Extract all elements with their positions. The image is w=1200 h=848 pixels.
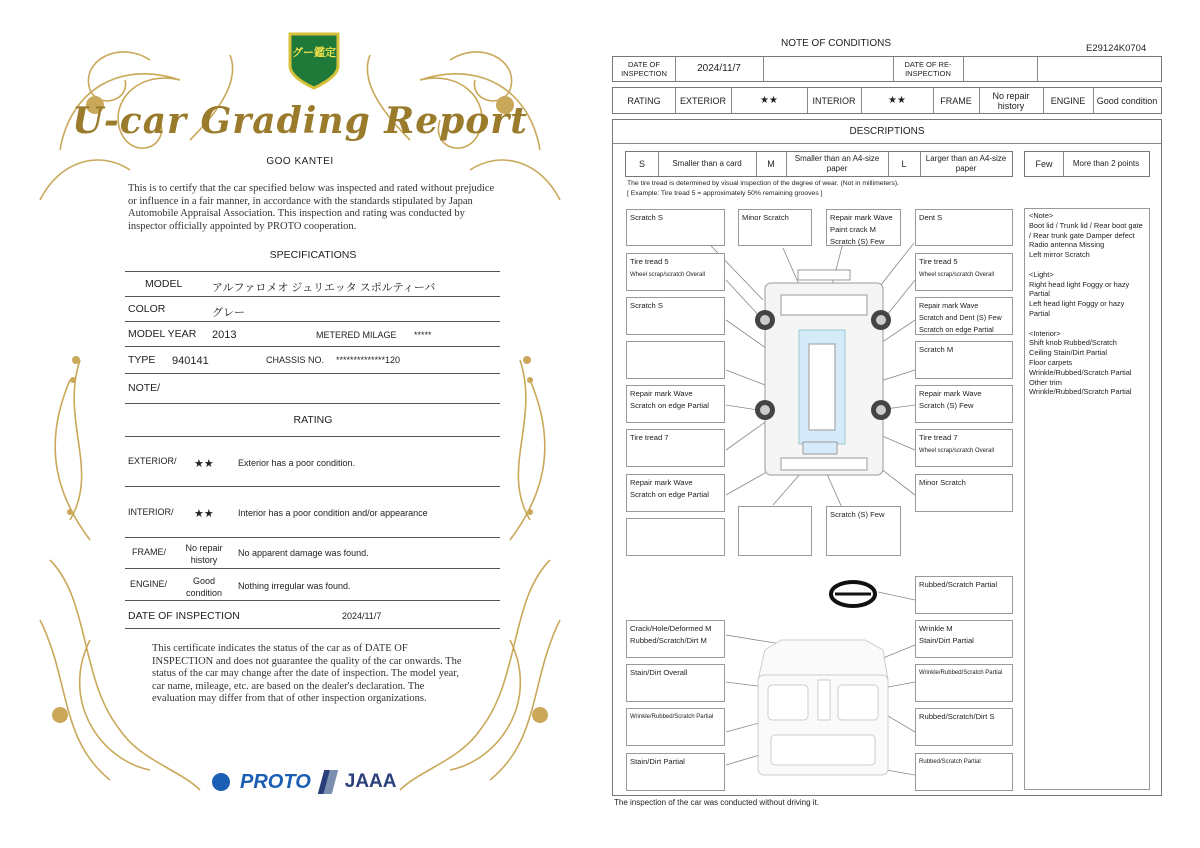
tire-note: The tire tread is determined by visual inspection of the degree of wear. (Not in millimeters). [627,180,899,187]
legend-few: Few [1035,159,1053,169]
label-box: Tire tread 7 [626,429,725,467]
label-box: Stain/Dirt Overall [626,664,725,702]
model-year-label: MODEL YEAR [128,328,197,340]
descriptions-panel [612,119,1162,796]
note-label: NOTE/ [128,382,161,394]
exterior-stars: ★★ [760,94,778,106]
engine-value: Good condition [185,576,223,598]
label-box [626,518,725,556]
label-box: Wrinkle M Stain/Dirt Partial [915,620,1013,658]
engine-value: Good condition [1096,95,1158,106]
notes-panel: <Note> Boot lid / Trunk lid / Rear boot gate / Rear trunk gate Damper defect Radio antenna Missing Left mirror Scratch <Light> Right head light Foggy or hazy Partial Left head light Foggy or hazy Partial <Interior> Shift knob Rubbed/Scratch Ceiling Stain/Dirt Partial Floor carpets Wrinkle/Rubbed/Scratch Partial Other trim Wrinkle/Rubbed/Scratch Partial [1024,208,1150,790]
label-box: Minor Scratch [915,474,1013,512]
divider [125,486,500,487]
engine-label: ENGINE [1050,95,1086,106]
label-box: Minor Scratch [738,209,812,246]
divider [125,600,500,601]
legend-few-text: More than 2 points [1072,159,1140,168]
frame-value: No repair history [185,543,223,565]
label-box: Repair mark Wave Scratch on edge Partial [626,385,725,423]
frame-text: No apparent damage was found. [238,548,369,558]
interior-stars: ★★ [194,508,214,520]
divider [125,403,500,404]
model-year-value: 2013 [212,329,237,341]
engine-label: ENGINE/ [130,579,168,589]
brand-logos [212,770,397,794]
chassis-label: CHASSIS NO. [266,355,325,365]
reference-number: E29124K0704 [1086,43,1147,54]
rating-heading: RATING [293,414,333,426]
color-label: COLOR [128,303,166,315]
label-box: Scratch (S) Few [826,506,901,556]
descriptions-heading: DESCRIPTIONS [613,120,1161,144]
label-box [626,253,725,291]
re-inspection-label: DATE OF RE-INSPECTION [904,60,952,78]
frame-label: FRAME/ [132,547,167,557]
badge-text: グー鑑定 [292,47,336,59]
label-box: Stain/Dirt Partial [626,753,725,791]
date-of-inspection-value: 2024/11/7 [697,63,741,74]
label-box: Dent S [915,209,1013,246]
shield-icon [286,30,342,90]
label-box [738,506,812,556]
divider [125,436,500,437]
exterior-text: Exterior has a poor condition. [238,458,356,468]
label-box: Repair mark Wave Paint crack M Scratch (S) Few [826,209,901,246]
date-of-inspection-label: DATE OF INSPECTION [128,610,240,622]
model-value: アルファロメオ ジュリエッタ スポルティーバ [212,282,436,294]
label-line: Tire tread 5 [630,257,669,266]
noc-footer: The inspection of the car was conducted without driving it. [614,798,819,807]
frame-value: No repair history [992,90,1030,111]
label-box: Rubbed/Scratch Partial [915,576,1013,614]
goo-kantei-badge [286,30,342,90]
rating-row [612,87,1162,114]
mileage-label: METERED MILAGE [316,330,397,340]
legend-m-text: Smaller than an A4-size paper [794,154,880,173]
label-box [915,429,1013,467]
label-box: Repair mark Wave Scratch and Dent (S) Few Scratch on edge Partial [915,297,1013,335]
engine-text: Nothing irregular was found. [238,581,351,591]
divider [125,346,500,347]
exterior-label: EXTERIOR [679,95,726,106]
rating-label: RATING [627,95,661,106]
inspection-date-row [612,56,1162,82]
label-box: Scratch M [915,341,1013,379]
color-value: グレー [212,307,245,319]
certificate-footer: This certificate indicates the status of the car as of DATE OF INSPECTION and does not guarantee the quality of the car onwards. The status of the car may change after the date of inspection. The model year, car name, mileage, etc. are based on the dealer's declaration. The evaluation may differ from that of other inspection organizations. [152,643,462,704]
mileage-value: ***** [414,330,432,340]
report-title: U-car Grading Report [72,100,528,142]
date-of-inspection-label: DATE OF INSPECTION [621,60,667,78]
jaaa-brand: JAAA [344,771,397,792]
label-box: Scratch S [626,297,725,335]
chassis-value: **************120 [336,355,401,365]
label-box [915,253,1013,291]
divider [125,321,500,322]
proto-brand: PROTO [240,770,311,793]
date-of-inspection-value: 2024/11/7 [342,611,382,621]
label-box: Wrinkle/Rubbed/Scratch Partial [626,708,725,746]
label-line: Tire tread 7 [919,433,958,442]
label-box: Scratch S [626,209,725,246]
frame-label: FRAME [940,95,972,106]
legend-l-text: Larger than an A4-size paper [925,154,1007,173]
label-box: Rubbed/Scratch Partial [915,753,1013,791]
divider [125,537,500,538]
divider [125,628,500,629]
interior-label: INTERIOR/ [128,507,174,517]
exterior-label: EXTERIOR/ [128,456,177,466]
label-box: Repair mark Wave Scratch on edge Partial [626,474,725,512]
model-label: MODEL [145,278,183,290]
legend-m: M [767,159,775,169]
label-box: Wrinkle/Rubbed/Scratch Partial [915,664,1013,702]
specifications-heading: SPECIFICATIONS [269,249,357,261]
certification-paragraph: This is to certify that the car specified below was inspected and rated without prejudice or influence in a fair manner, in accordance with the standards stipulated by Japan Automobile Appraisal Association. This inspection and rating was conducted by inspector officially appointed by PROTO cooperation. [128,183,495,232]
label-box: Repair mark Wave Scratch (S) Few [915,385,1013,423]
legend-s: S [638,159,645,169]
type-value: 940141 [172,355,209,367]
legend-s-text: Smaller than a card [672,159,742,168]
label-line: Tire tread 5 [919,257,958,266]
interior-text: Interior has a poor condition and/or appearance [238,508,428,518]
noc-title: NOTE OF CONDITIONS [781,38,891,49]
legend-l: L [901,159,907,169]
exterior-stars: ★★ [194,458,214,470]
note-of-conditions [606,0,1200,848]
proto-logo-icon [212,773,230,791]
divider [125,296,500,297]
label-box: Rubbed/Scratch/Dirt S [915,708,1013,746]
label-box: Crack/Hole/Deformed M Rubbed/Scratch/Dirt M [626,620,725,658]
interior-label: INTERIOR [812,95,856,106]
jaaa-logo-icon [318,770,338,794]
label-line: Wheel scrap/scratch Overall [919,448,995,454]
divider [125,373,500,374]
label-box [626,341,725,379]
tire-example: [ Example: Tire tread 5 = approximately 50% remaining grooves ] [627,190,823,197]
report-subtitle: GOO KANTEI [266,156,334,167]
divider [125,271,500,272]
label-line: Wheel scrap/scratch Overall [919,272,995,278]
interior-stars: ★★ [888,94,906,106]
divider [125,568,500,569]
label-line: Wheel scrap/scratch Overall [630,272,706,278]
type-label: TYPE [128,354,156,366]
